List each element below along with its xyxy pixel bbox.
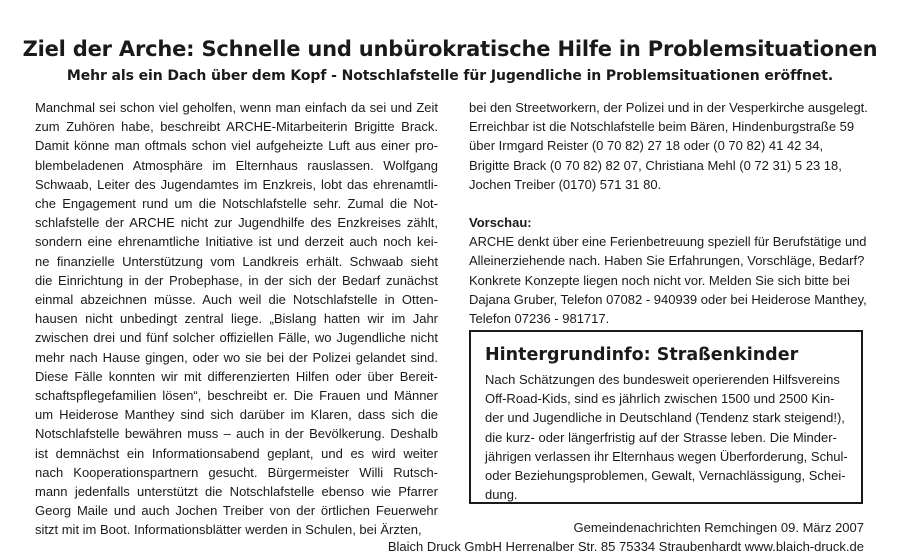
article-left-column <box>35 98 438 540</box>
background-info-box <box>469 330 863 504</box>
preview-heading: Vorschau: <box>469 215 532 231</box>
article-text-line: mann jedenfalls unterstützt die Notschlafstelle ebenso wie Pfarrer <box>35 484 438 500</box>
article-text-line: Damit könne man oftmals schon viel aufgeheizte Luft aus einer pro- <box>35 138 438 154</box>
infobox-title: Hintergrundinfo: Straßenkinder <box>485 345 799 365</box>
article-text-line: um Heiderose Manthey sind sich darüber im Klaren, dass sich die <box>35 407 438 423</box>
preview-text-line: Dajana Gruber, Telefon 07082 - 940939 oder bei Heiderose Manthey, <box>469 291 867 307</box>
article-text-line: die Einrichtung in der Probephase, in der sich der Bedarf zunächst <box>35 272 438 288</box>
article-text-line: mehr nach Hause gingen, oder wo sie bei der Polizei gelandet sind. <box>35 349 438 365</box>
article-text-line: ist demnächst ein Informationsabend geplant, und es wird weiter <box>35 445 438 461</box>
article-text-line: Notschlafstelle bewähren muss – auch in der Bevölkerung. Deshalb <box>35 426 438 442</box>
preview-text-line: ARCHE denkt über eine Ferienbetreuung speziell für Berufstätige und <box>469 234 867 250</box>
infobox-text-line: der und Jugendliche in Deutschland (Tendenz stark steigend!), <box>485 410 845 426</box>
infobox-text <box>485 370 847 504</box>
infobox-text-line: jährigen verlassen ihr Elternhaus wegen Überforderung, Schul- <box>485 448 848 464</box>
infobox-text-line: Off-Road-Kids, sind es jährlich zwischen 1500 und 2500 Kin- <box>485 391 835 407</box>
infobox-text-line: oder Beziehungsproblemen, Gewalt, Vernachlässigung, Schei- <box>485 468 846 484</box>
article-subheadline: Mehr als ein Dach über dem Kopf - Notschlafstelle für Jugendliche in Problemsituationen eröffnet. <box>66 68 834 84</box>
article-text-line: zwischen drei und fünf solcher offiziellen Fälle, wo Jugendliche nicht <box>35 330 438 346</box>
preview-text-line: Alleinerziehende nach. Haben Sie Erfahrungen, Vorschläge, Bedarf? <box>469 253 865 269</box>
contact-text-line: über Irmgard Reister (0 70 82) 27 18 oder (0 70 82) 41 42 34, <box>469 138 824 154</box>
article-text-line: schaftspflegefamilien lösen“, beschreibt er. Die Frauen und Männer <box>35 388 438 404</box>
article-text-line: einmal abzeichnen müsse. Auch weil die Notschlafstelle in Otten- <box>35 292 438 308</box>
article-text-line: che Engagement rund um die Notschlafstelle sehr. Zumal die Not- <box>35 196 438 212</box>
article-text-line: ne finanzielle Unterstützung vom Landkreis erhält. Schwaab sieht <box>35 253 438 269</box>
article-text-line: sondern eine ehrenamtliche Initiative ist und derzeit auch noch kei- <box>35 234 438 250</box>
contact-text-line: Erreichbar ist die Notschlafstelle beim Bären, Hindenburgstraße 59 <box>469 119 855 135</box>
article-text-line: zum Zuhören habe, beschreibt ARCHE-Mitarbeiterin Brigitte Brack. <box>35 119 438 135</box>
infobox-text-line: Nach Schätzungen des bundesweit operierenden Hilfsvereins <box>485 372 840 387</box>
article-text-line: Diese Fälle konnten wir mit differenzierten Hilfen oder über Bereit- <box>35 368 438 384</box>
contact-text-line: Brigitte Brack (0 70 82) 82 07, Christiana Mehl (0 72 31) 5 23 18, <box>469 157 842 173</box>
printer-credit: Blaich Druck GmbH Herrenalber Str. 85 75334 Straubenhardt www.blaich-druck.de <box>387 539 864 554</box>
infobox-text-line: die kurz- oder längerfristig auf der Strasse leben. Die Minder- <box>485 429 837 445</box>
article-text-line: blembeladenen Atmosphäre im Elternhaus rauslassen. Wolfgang <box>35 157 438 173</box>
article-text-line: Georg Maile und auch Jochen Treiber von der örtlichen Feuerwehr <box>35 503 438 519</box>
article-headline: Ziel der Arche: Schnelle und unbürokratische Hilfe in Problemsituationen <box>22 37 878 61</box>
contact-text-line: bei den Streetworkern, der Polizei und in der Vesperkirche ausgelegt. <box>469 100 868 115</box>
preview-paragraph <box>469 232 867 328</box>
article-text-line: Manchmal sei schon viel geholfen, wenn man einfach da sei und Zeit <box>35 100 438 115</box>
contact-paragraph <box>469 98 867 194</box>
article-text-line: sitzt mit im Boot. Informationsblätter werden in Schulen, bei Ärzten, <box>35 522 422 538</box>
article-text-line: hausen nicht unbedingt zentral liege. „Bislang hatten wir im Jahr <box>35 311 438 327</box>
article-text-line: schlafstelle der ARCHE nicht zur Jugendhilfe des Enzkreises zählt, <box>35 215 438 231</box>
article-text-line: nach Kooperationspartnern gesucht. Bürgermeister Willi Rutsch- <box>35 464 438 480</box>
article-text-line: Schwaab, Leiter des Jugendamtes im Enzkreis, lobt das ehrenamtli- <box>35 176 438 192</box>
infobox-text-line: dung. <box>485 487 518 503</box>
preview-text-line: Telefon 07236 - 981717. <box>469 311 610 327</box>
preview-text-line: Konkrete Konzepte liegen noch nicht vor. Melden Sie sich bitte bei <box>469 272 850 288</box>
contact-text-line: Jochen Treiber (0170) 571 31 80. <box>469 176 662 192</box>
publication-credit: Gemeindenachrichten Remchingen 09. März 2007 <box>573 520 864 535</box>
article-right-column <box>469 98 867 328</box>
